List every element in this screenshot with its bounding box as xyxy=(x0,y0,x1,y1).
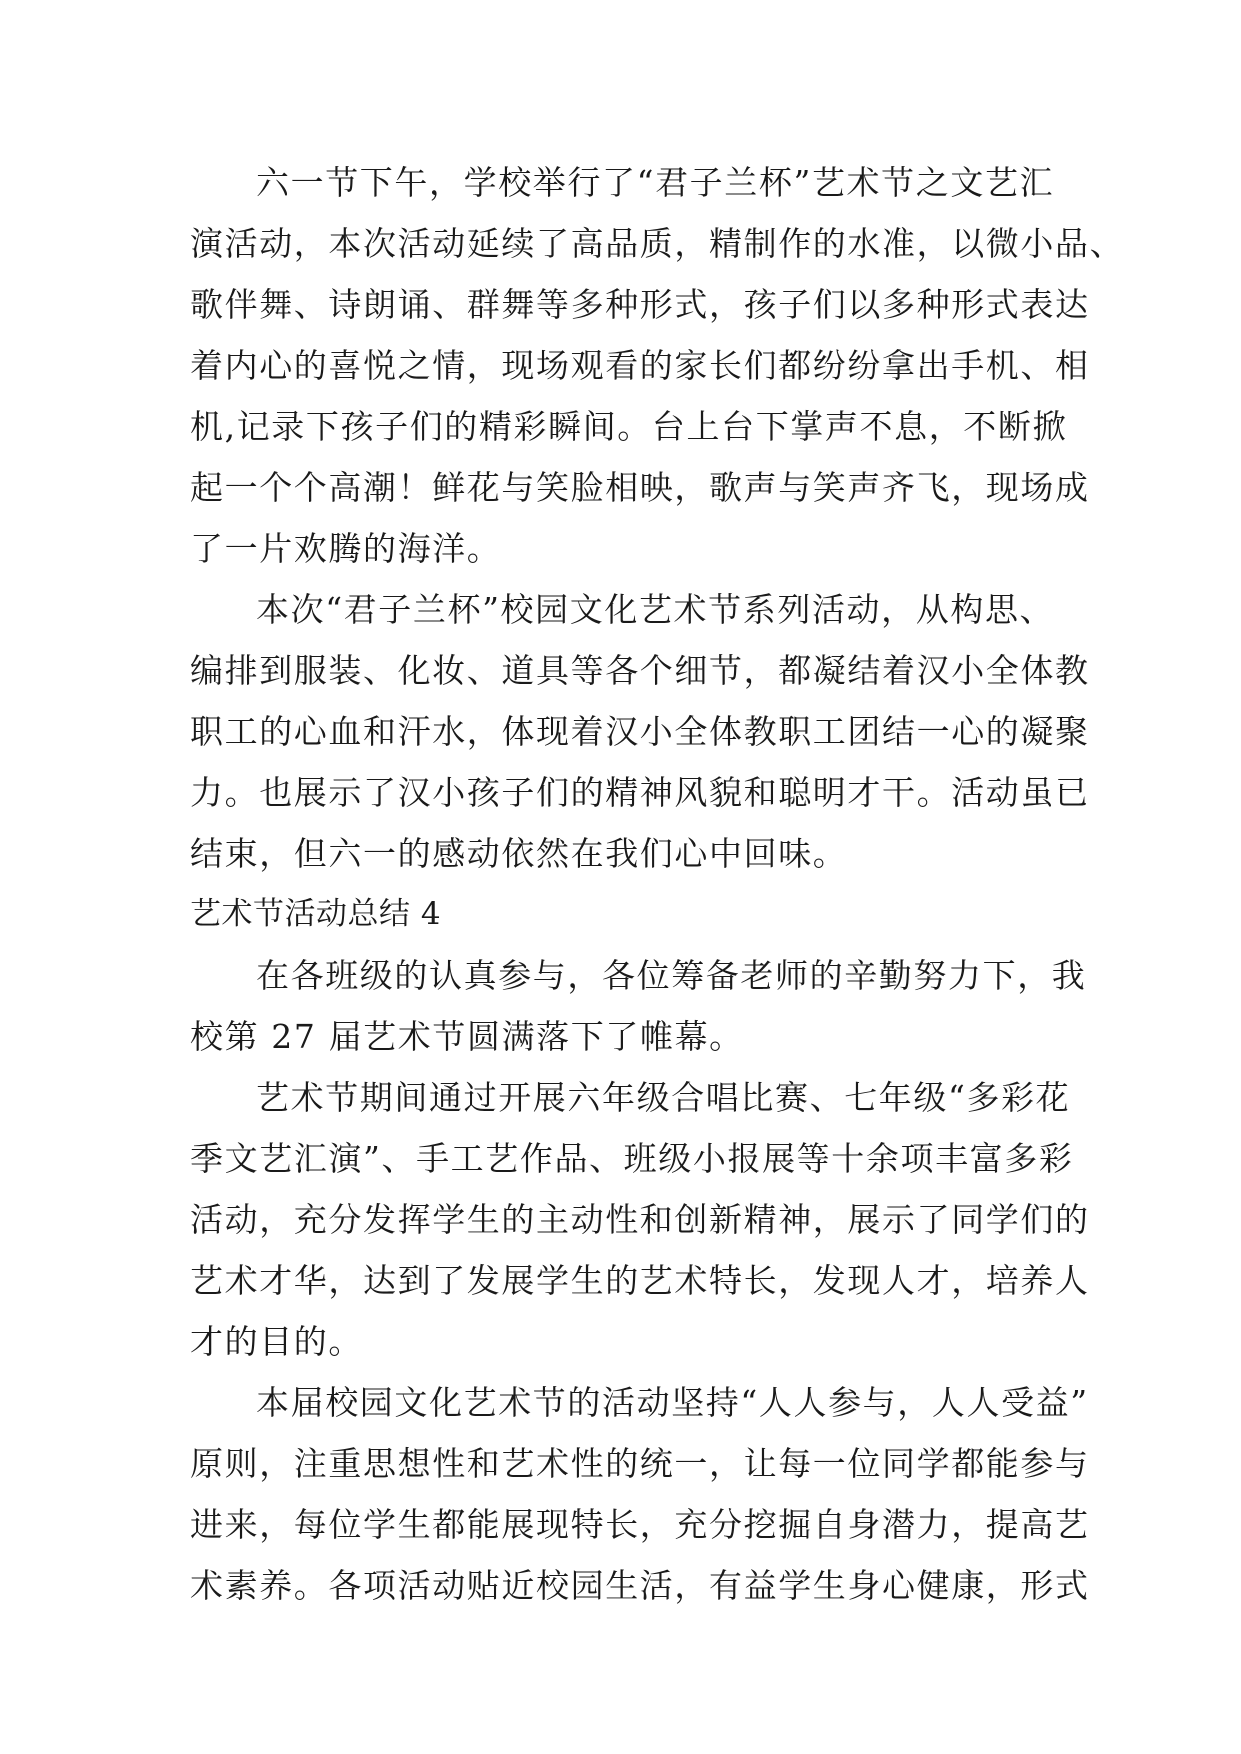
text-line: 歌伴舞、诗朗诵、群舞等多种形式，孩子们以多种形式表达 xyxy=(190,285,1090,324)
text-line: 在各班级的认真参与，各位筹备老师的辛勤努力下，我 xyxy=(256,956,1087,995)
text-line: 艺术节期间通过开展六年级合唱比赛、七年级“多彩花 xyxy=(256,1078,1071,1117)
text-line: 本届校园文化艺术节的活动坚持“人人参与，人人受益” xyxy=(256,1383,1089,1422)
text-line: 起一个个高潮！鲜花与笑脸相映，歌声与笑声齐飞，现场成 xyxy=(190,468,1090,507)
text-line: 演活动，本次活动延续了高品质，精制作的水准，以微小品、 xyxy=(190,224,1125,263)
paragraph xyxy=(190,579,1090,884)
paragraph xyxy=(190,945,1087,1067)
paragraph xyxy=(190,1372,1090,1616)
text-line: 进来，每位学生都能展现特长，充分挖掘自身潜力，提高艺 xyxy=(190,1505,1090,1544)
text-line: 职工的心血和汗水，体现着汉小全体教职工团结一心的凝聚 xyxy=(190,712,1090,751)
text-line: 六一节下午，学校举行了“君子兰杯”艺术节之文艺汇 xyxy=(256,163,1055,202)
text-line: 才的目的。 xyxy=(190,1322,363,1361)
text-line: 机,记录下孩子们的精彩瞬间。台上台下掌声不息，不断掀 xyxy=(190,407,1068,446)
text-line: 校第 27 届艺术节圆满落下了帷幕。 xyxy=(190,1017,744,1056)
text-line: 原则，注重思想性和艺术性的统一，让每一位同学都能参与 xyxy=(190,1444,1090,1483)
text-line: 术素养。各项活动贴近校园生活，有益学生身心健康，形式 xyxy=(190,1566,1090,1605)
text-line: 活动，充分发挥学生的主动性和创新精神，展示了同学们的 xyxy=(190,1200,1090,1239)
text-line: 本次“君子兰杯”校园文化艺术节系列活动，从构思、 xyxy=(256,590,1055,629)
document-body xyxy=(190,152,1125,1616)
paragraph xyxy=(190,152,1125,579)
text-line: 结束，但六一的感动依然在我们心中回味。 xyxy=(190,834,848,873)
section-heading: 艺术节活动总结 4 xyxy=(190,896,442,932)
text-line: 了一片欢腾的海洋。 xyxy=(190,529,502,568)
text-line: 力。也展示了汉小孩子们的精神风貌和聪明才干。活动虽已 xyxy=(190,773,1090,812)
text-line: 艺术才华，达到了发展学生的艺术特长，发现人才，培养人 xyxy=(190,1261,1090,1300)
text-line: 季文艺汇演”、手工艺作品、班级小报展等十余项丰富多彩 xyxy=(190,1139,1074,1178)
paragraph xyxy=(190,1067,1090,1372)
text-line: 着内心的喜悦之情，现场观看的家长们都纷纷拿出手机、相 xyxy=(190,346,1090,385)
text-line: 编排到服装、化妆、道具等各个细节，都凝结着汉小全体教 xyxy=(190,651,1090,690)
